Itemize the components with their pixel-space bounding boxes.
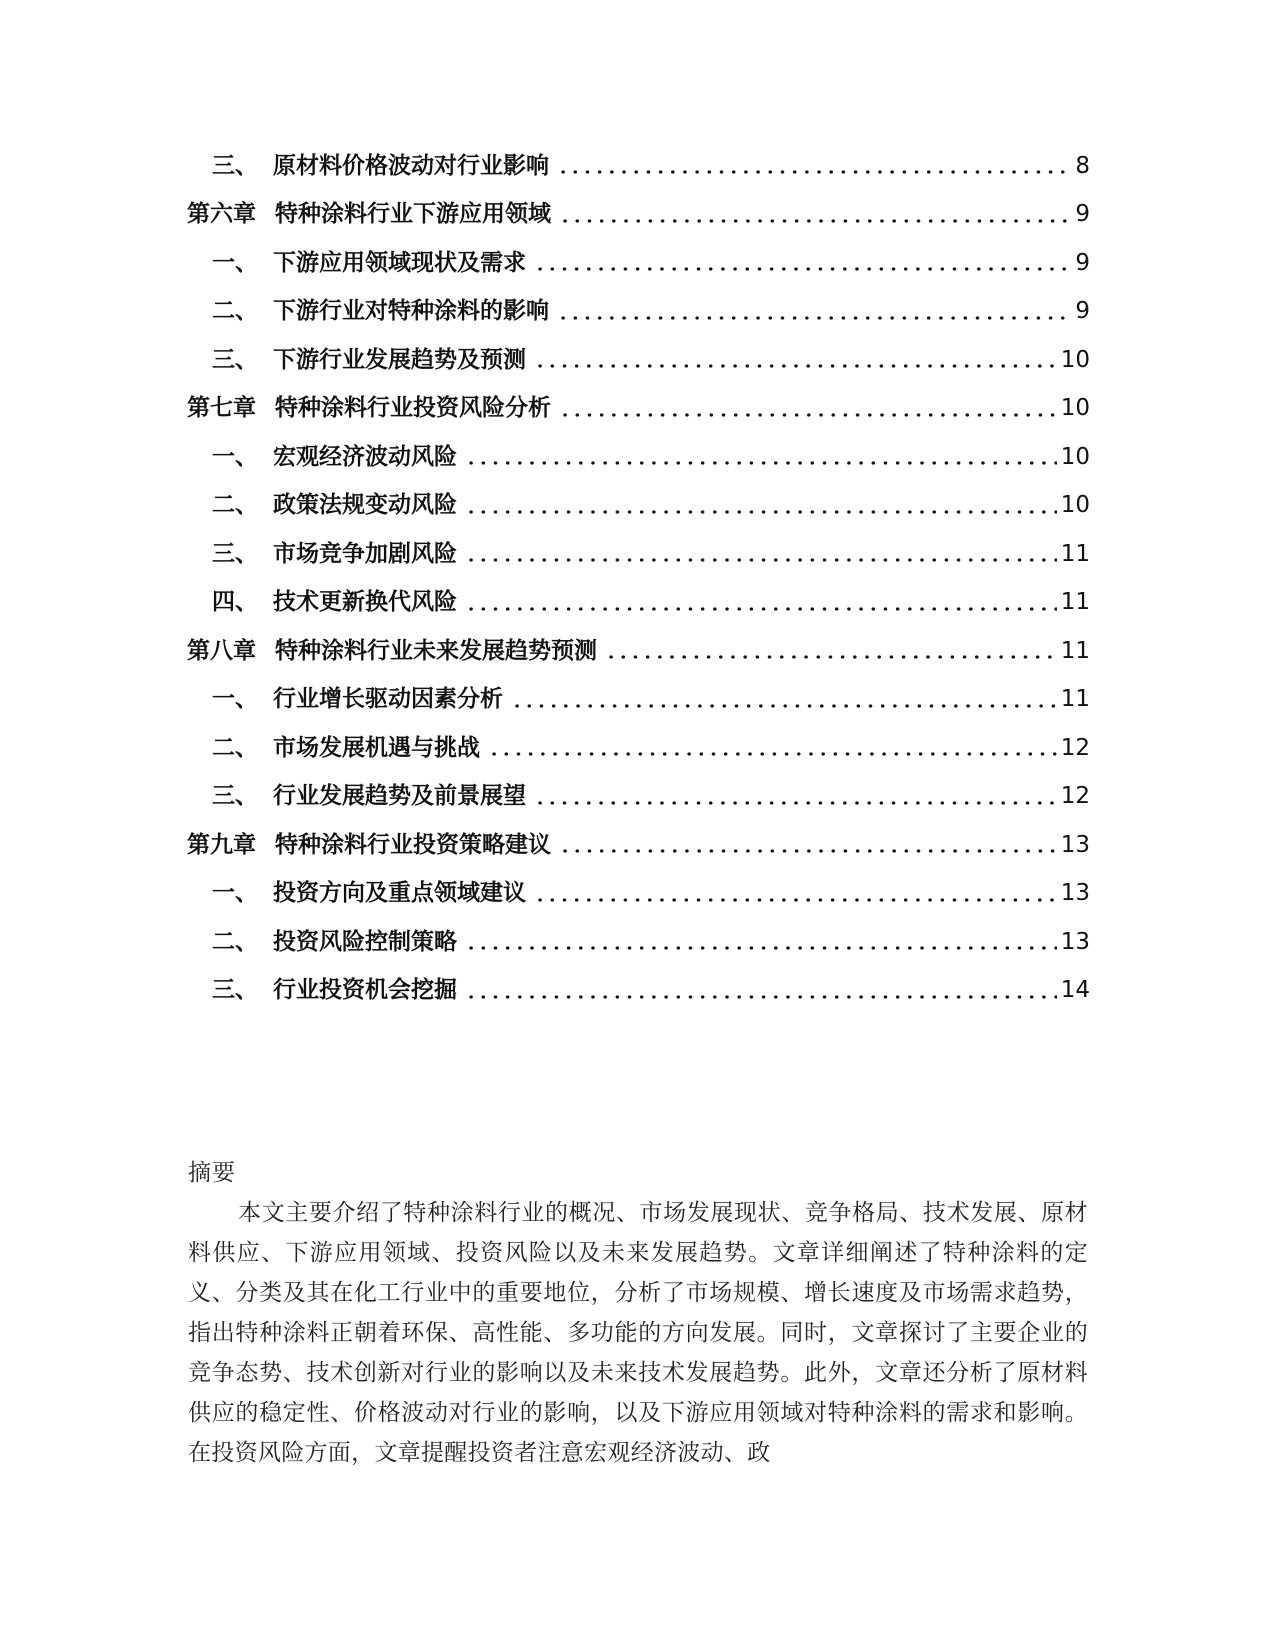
toc-entry-title: 特种涂料行业未来发展趋势预测 [275, 637, 597, 664]
toc-entry-title: 政策法规变动风险 [273, 492, 457, 519]
toc-section-entry[interactable] [187, 482, 1090, 531]
toc-section-entry[interactable] [187, 336, 1090, 385]
toc-entry-number: 一、 [212, 880, 258, 907]
toc-section-entry[interactable] [187, 579, 1090, 628]
abstract-body: 本文主要介绍了特种涂料行业的概况、市场发展现状、竞争格局、技术发展、原材料供应、下游应用领域、投资风险以及未来发展趋势。文章详细阐述了特种涂料的定义、分类及其在化工行业中的重要地位，分析了市场规模、增长速度及市场需求趋势，指出特种涂料正朝着环保、高性能、多功能的方向发展。同时，文章探讨了主要企业的竞争态势、技术创新对行业的影响以及未来技术发展趋势。此外，文章还分析了原材料供应的稳定性、价格波动对行业的影响，以及下游应用领域对特种涂料的需求和影响。在投资风险方面，文章提醒投资者注意宏观经济波动、政 [188, 1200, 1088, 1466]
toc-dot-leader [465, 510, 1057, 514]
toc-chapter-entry[interactable] [187, 191, 1090, 240]
toc-entry-title: 下游行业发展趋势及预测 [273, 346, 526, 373]
toc-entry-number: 第六章 [187, 201, 256, 228]
toc-entry-title: 行业增长驱动因素分析 [273, 686, 503, 713]
toc-entry-number: 三、 [212, 783, 258, 810]
toc-list [187, 142, 1090, 1015]
toc-entry-title: 行业投资机会挖掘 [273, 977, 457, 1004]
toc-page-number: 14 [1060, 977, 1090, 1004]
toc-entry-number: 二、 [212, 298, 258, 325]
toc-dot-leader [559, 219, 1071, 223]
toc-entry-title: 特种涂料行业投资策略建议 [275, 831, 551, 858]
toc-page-number: 9 [1075, 249, 1090, 276]
toc-dot-leader [557, 170, 1071, 174]
toc-section-entry[interactable] [187, 918, 1090, 967]
toc-section-entry[interactable] [187, 239, 1090, 288]
toc-dot-leader [534, 267, 1071, 271]
toc-entry-title: 特种涂料行业投资风险分析 [275, 395, 551, 422]
toc-entry-number: 三、 [212, 540, 258, 567]
toc-page-number: 10 [1060, 443, 1090, 470]
toc-entry-number: 二、 [212, 928, 258, 955]
toc-entry-number: 第八章 [187, 637, 256, 664]
toc-page-number: 11 [1060, 637, 1090, 664]
abstract-heading: 摘要 [188, 1160, 236, 1186]
toc-entry-title: 市场竞争加剧风险 [273, 540, 457, 567]
toc-section-entry[interactable] [187, 676, 1090, 725]
toc-entry-title: 行业发展趋势及前景展望 [273, 783, 526, 810]
toc-dot-leader [559, 849, 1057, 853]
toc-section-entry[interactable] [187, 773, 1090, 822]
toc-section-entry[interactable] [187, 288, 1090, 337]
toc-page-number: 12 [1060, 734, 1090, 761]
table-of-contents [187, 142, 1090, 1015]
toc-dot-leader [465, 461, 1057, 465]
toc-entry-number: 一、 [212, 249, 258, 276]
toc-entry-title: 下游行业对特种涂料的影响 [273, 298, 549, 325]
toc-dot-leader [534, 364, 1057, 368]
toc-entry-title: 技术更新换代风险 [273, 589, 457, 616]
toc-dot-leader [534, 898, 1057, 902]
toc-page-number: 9 [1075, 201, 1090, 228]
toc-page-number: 11 [1060, 686, 1090, 713]
toc-chapter-entry[interactable] [187, 627, 1090, 676]
abstract-section [188, 1153, 1088, 1473]
toc-entry-number: 第九章 [187, 831, 256, 858]
toc-dot-leader [559, 413, 1057, 417]
toc-chapter-entry[interactable] [187, 385, 1090, 434]
toc-dot-leader [465, 558, 1057, 562]
toc-entry-number: 三、 [212, 346, 258, 373]
toc-dot-leader [488, 752, 1057, 756]
toc-page-number: 12 [1060, 783, 1090, 810]
toc-dot-leader [465, 607, 1057, 611]
toc-section-entry[interactable] [187, 724, 1090, 773]
toc-section-entry[interactable] [187, 433, 1090, 482]
toc-chapter-entry[interactable] [187, 821, 1090, 870]
toc-page-number: 13 [1060, 928, 1090, 955]
toc-entry-title: 原材料价格波动对行业影响 [273, 152, 549, 179]
toc-page-number: 13 [1060, 880, 1090, 907]
toc-page-number: 11 [1060, 540, 1090, 567]
toc-entry-title: 投资风险控制策略 [273, 928, 457, 955]
toc-section-entry[interactable] [187, 870, 1090, 919]
toc-dot-leader [534, 801, 1057, 805]
toc-entry-number: 第七章 [187, 395, 256, 422]
toc-section-entry[interactable] [187, 142, 1090, 191]
toc-page-number: 8 [1075, 152, 1090, 179]
toc-dot-leader [465, 995, 1057, 999]
toc-page-number: 13 [1060, 831, 1090, 858]
toc-page-number: 10 [1060, 395, 1090, 422]
toc-entry-number: 二、 [212, 734, 258, 761]
toc-entry-number: 三、 [212, 152, 258, 179]
toc-section-entry[interactable] [187, 530, 1090, 579]
toc-dot-leader [557, 316, 1071, 320]
toc-page-number: 10 [1060, 492, 1090, 519]
toc-entry-title: 宏观经济波动风险 [273, 443, 457, 470]
toc-entry-number: 一、 [212, 443, 258, 470]
toc-entry-number: 三、 [212, 977, 258, 1004]
toc-entry-number: 一、 [212, 686, 258, 713]
toc-entry-title: 投资方向及重点领域建议 [273, 880, 526, 907]
toc-entry-title: 特种涂料行业下游应用领域 [275, 201, 551, 228]
toc-entry-title: 下游应用领域现状及需求 [273, 249, 526, 276]
toc-section-entry[interactable] [187, 967, 1090, 1016]
toc-entry-number: 二、 [212, 492, 258, 519]
toc-entry-number: 四、 [212, 589, 258, 616]
toc-page-number: 10 [1060, 346, 1090, 373]
toc-dot-leader [511, 704, 1057, 708]
toc-page-number: 9 [1075, 298, 1090, 325]
toc-dot-leader [605, 655, 1057, 659]
toc-entry-title: 市场发展机遇与挑战 [273, 734, 480, 761]
toc-page-number: 11 [1060, 589, 1090, 616]
toc-dot-leader [465, 946, 1057, 950]
